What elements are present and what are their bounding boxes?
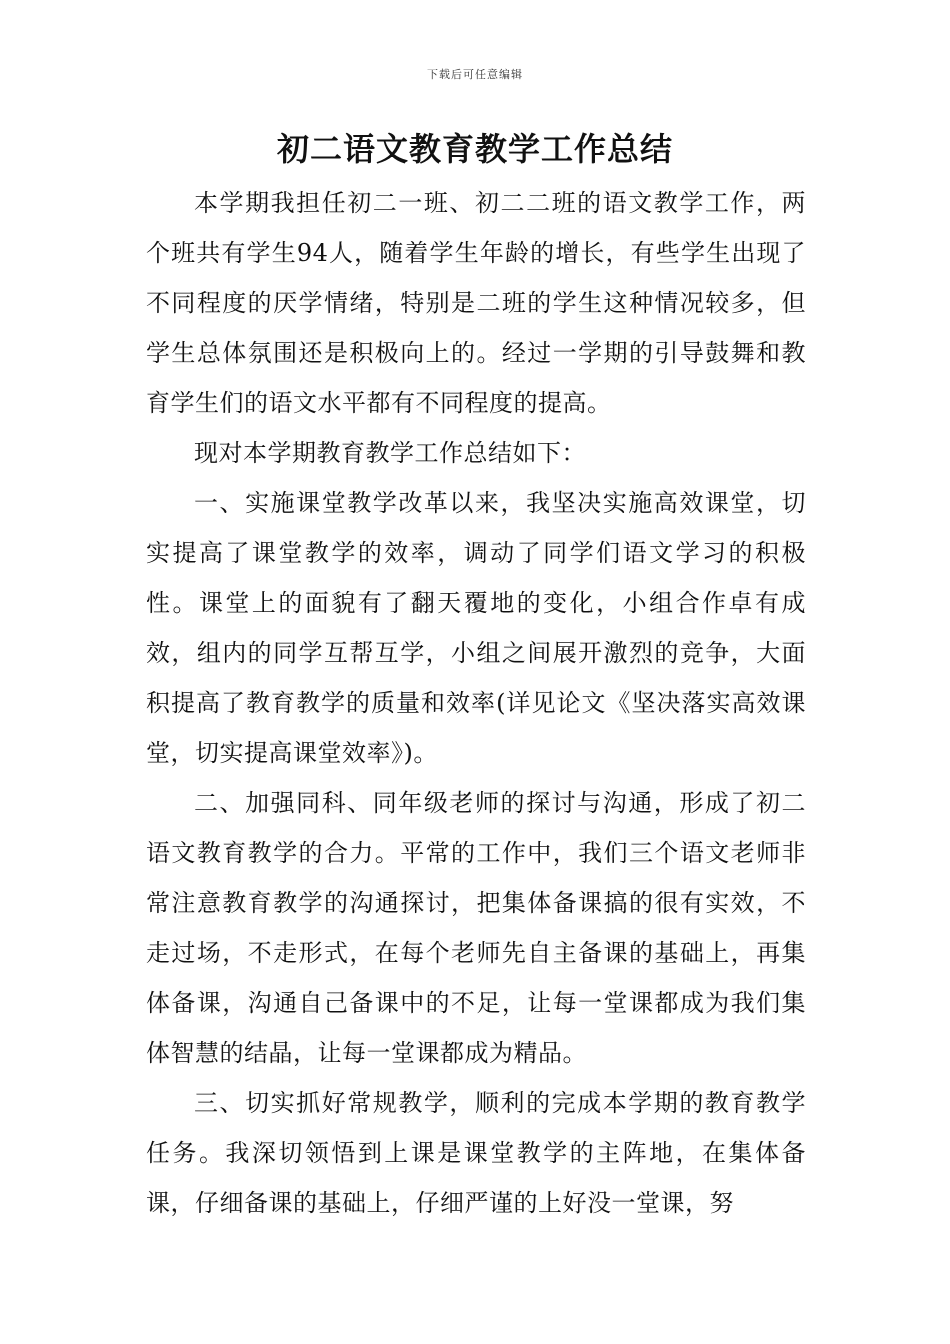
paragraph-point-two: 二、加强同科、同年级老师的探讨与沟通，形成了初二语文教育教学的合力。平常的工作中，我们三个语文老师非常注意教育教学的沟通探讨，把集体备课搞的很有实效，不走过场，不走形式，在每个老师先自主备课的基础上，再集体备课，沟通自己备课中的不足，让每一堂课都成为我们集体智慧的结晶，让每一堂课都成为精品。: [146, 789, 806, 1067]
paragraph-summary-lead: 现对本学期教育教学工作总结如下：: [194, 439, 586, 467]
paragraph-intro: 本学期我担任初二一班、初二二班的语文教学工作，两个班共有学生94人，随着学生年龄的增长，有些学生出现了不同程度的厌学情绪，特别是二班的学生这种情况较多，但学生总体氛围还是积极向上的。经过一学期的引导鼓舞和教育学生们的语文水平都有不同程度的提高。: [146, 189, 806, 417]
document-title: 初二语文教育教学工作总结: [276, 130, 673, 168]
paragraph-point-one: 一、实施课堂教学改革以来，我坚决实施高效课堂，切实提高了课堂教学的效率，调动了同学们语文学习的积极性。课堂上的面貌有了翻天覆地的变化，小组合作卓有成效，组内的同学互帮互学，小组之间展开激烈的竞争，大面积提高了教育教学的质量和效率(详见论文《坚决落实高效课堂，切实提高课堂效率》)。: [146, 489, 806, 767]
page-header-note: 下载后可任意编辑: [427, 68, 523, 81]
document-body: [146, 178, 806, 1228]
paragraph-point-three: 三、切实抓好常规教学，顺利的完成本学期的教育教学任务。我深切领悟到上课是课堂教学的主阵地，在集体备课，仔细备课的基础上，仔细严谨的上好没一堂课，努: [146, 1089, 806, 1217]
